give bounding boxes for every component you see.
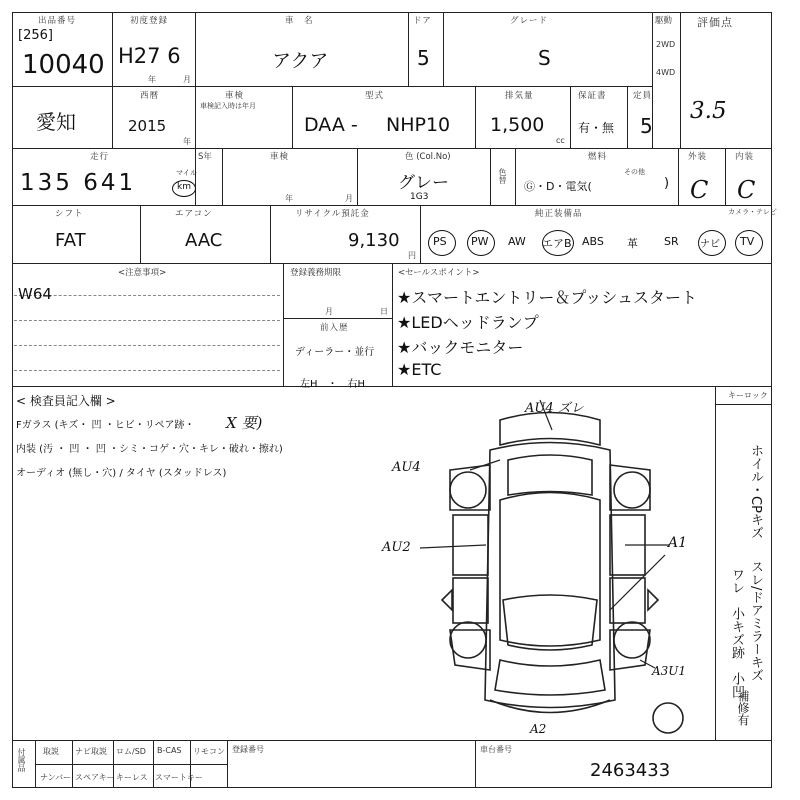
dealer-value: ディーラー・並行	[295, 347, 375, 358]
inspection-title: < 検査員記入欄 >	[16, 394, 116, 408]
annotation-au4-zure: AU4 ズレ	[525, 401, 584, 416]
fuel-other: その他	[624, 168, 645, 176]
yen-unit: 円	[408, 251, 416, 260]
accessory-manual: 取説	[43, 747, 59, 756]
annotation-a1: A1	[668, 535, 688, 551]
capacity-label: 定員	[633, 91, 653, 101]
score-value: 3.5	[690, 98, 727, 124]
fuel-options: Ⓖ・D・電気(	[524, 180, 592, 193]
warranty-value: 有・無	[578, 121, 615, 135]
side-text-1: ホイル・CPキズ	[748, 444, 763, 539]
ac-label: エアコン	[175, 209, 213, 219]
lot-number: 10040	[22, 50, 105, 80]
side-text-2: スレ/ドアミラーキズ	[748, 560, 763, 682]
mileage-value: 135 641	[20, 170, 137, 196]
equipment-abs: ABS	[582, 235, 604, 248]
color-label: 色 (Col.No)	[405, 152, 451, 162]
shift-label: シフト	[55, 209, 84, 219]
model-year: 2015	[128, 117, 167, 135]
keylock-label: キーロック	[728, 391, 768, 400]
reg-number-label: 登録番号	[232, 745, 264, 754]
notes-code: W64	[18, 285, 52, 303]
displacement: 1,500	[490, 114, 545, 136]
sales-label: <セールスポイント>	[398, 268, 480, 278]
recycle-label: リサイクル預託金	[295, 209, 370, 219]
inspection-line-3: オーディオ (無し・穴) / タイヤ (スタッドレス)	[16, 468, 227, 479]
km-label: km	[177, 182, 191, 192]
chassis-number: 2463433	[590, 760, 671, 781]
fuel-label: 燃料	[588, 152, 608, 162]
side-text-4: 補修有	[736, 690, 750, 726]
lot-prefix: [256]	[18, 28, 53, 43]
fuel-close: )	[664, 176, 670, 191]
equipment-tv: TV	[740, 235, 755, 248]
score-label: 評価点	[697, 16, 733, 29]
inspection-line-1-mark: X 要)	[226, 414, 263, 432]
accessory-side-label: 付属品	[17, 748, 26, 772]
registration-label: 登録義務期限	[290, 268, 342, 278]
annotation-a3u1: A3U1	[652, 664, 687, 678]
car-name-label: 車 名	[285, 16, 314, 26]
car-name: アクア	[272, 50, 329, 72]
sales-point-4: ★ETC	[397, 360, 442, 379]
equipment-sr: SR	[664, 235, 679, 248]
model-code: NHP10	[386, 114, 451, 136]
model-year-label: 西暦	[140, 91, 160, 101]
accessory-plate: ナンバー	[40, 773, 72, 782]
grade-label: グレード	[510, 16, 549, 26]
caution-label: <注意事項>	[118, 268, 167, 278]
interior-grade: C	[737, 176, 756, 204]
mileage-label: 走行	[90, 152, 110, 162]
interior-label: 内装	[735, 152, 755, 162]
s-label: S年	[198, 152, 212, 162]
accessory-bcas: B-CAS	[157, 746, 182, 755]
recolor-label: 色替	[498, 168, 507, 184]
equipment-airbag: エアB	[542, 237, 572, 250]
equipment-pw: PW	[471, 235, 489, 248]
shaken-sub: 車検記入時は年月	[200, 102, 256, 110]
inspection-line-1: Fガラス (キズ・ 凹 ・ヒビ・リペア跡・	[16, 420, 195, 431]
warranty-label: 保証書	[578, 91, 607, 101]
color-value: グレー	[398, 173, 449, 193]
exterior-grade: C	[690, 176, 709, 204]
ac-value: AAC	[185, 230, 223, 251]
handle-value: 左H ・ 右H	[300, 379, 366, 390]
camera-label: カメラ・テレビ	[728, 208, 777, 216]
equipment-ps: PS	[433, 235, 447, 248]
sales-point-2: ★LEDヘッドランプ	[397, 313, 539, 332]
door-label: ドア	[413, 16, 432, 26]
registration-month: 月	[325, 307, 333, 316]
shaken-label: 車検	[225, 91, 245, 101]
accessory-remote: リモコン	[193, 747, 225, 756]
shift-value: FAT	[55, 230, 86, 251]
mile-label: マイル	[176, 169, 197, 177]
model-year-unit: 年	[183, 137, 191, 146]
accessory-keyless: キーレス	[116, 773, 148, 782]
annotation-au2: AU2	[382, 540, 411, 555]
equipment-leather: 革	[627, 237, 638, 250]
drive-2wd: 2WD	[656, 40, 676, 49]
sales-point-1: ★スマートエントリー＆プッシュスタート	[397, 288, 697, 307]
side-text-3: ワレ 小キズ跡 小凹	[729, 568, 744, 698]
first-reg-year-unit: 年	[148, 75, 156, 84]
annotation-au4: AU4	[392, 460, 421, 475]
drive-label: 駆動	[655, 16, 673, 26]
first-reg-value: H27 6	[118, 44, 181, 68]
first-reg-label: 初度登録	[130, 16, 169, 26]
lot-label: 出品番号	[38, 16, 77, 26]
grade-value: S	[538, 46, 551, 70]
prev-owner-label: 前入歴	[320, 323, 349, 333]
shaken-expiry-label: 車検	[270, 152, 290, 162]
chassis-label: 車台番号	[480, 745, 512, 754]
displacement-label: 排気量	[505, 91, 534, 101]
equipment-aw: AW	[508, 235, 526, 248]
accessory-navi-manual: ナビ取説	[75, 747, 107, 756]
shaken-month-unit: 月	[345, 194, 353, 203]
equipment-label: 純正装備品	[535, 209, 583, 219]
exterior-label: 外装	[688, 152, 708, 162]
model-prefix: DAA -	[304, 114, 358, 136]
accessory-rom-sd: ロム/SD	[116, 747, 146, 756]
model-label: 型式	[365, 91, 385, 101]
recycle-value: 9,130	[348, 230, 400, 251]
shaken-year-unit: 年	[285, 194, 293, 203]
cc-unit: cc	[556, 136, 565, 145]
registration-day: 日	[380, 307, 388, 316]
inspection-line-2: 内装 (汚 ・ 凹 ・ 凹 ・シミ・コゲ・穴・キレ・破れ・擦れ)	[16, 444, 283, 455]
accessory-spare-key: スペアキー	[75, 773, 115, 782]
accessory-smart-key: スマートキー	[155, 773, 203, 782]
capacity: 5	[640, 114, 653, 138]
first-reg-month-unit: 月	[183, 75, 191, 84]
region: 愛知	[36, 110, 76, 134]
door-count: 5	[417, 46, 430, 70]
color-code: 1G3	[410, 192, 429, 202]
sales-point-3: ★バックモニター	[397, 338, 524, 357]
annotation-a2: A2	[530, 722, 547, 736]
equipment-navi: ナビ	[700, 239, 720, 250]
drive-4wd: 4WD	[656, 68, 676, 77]
